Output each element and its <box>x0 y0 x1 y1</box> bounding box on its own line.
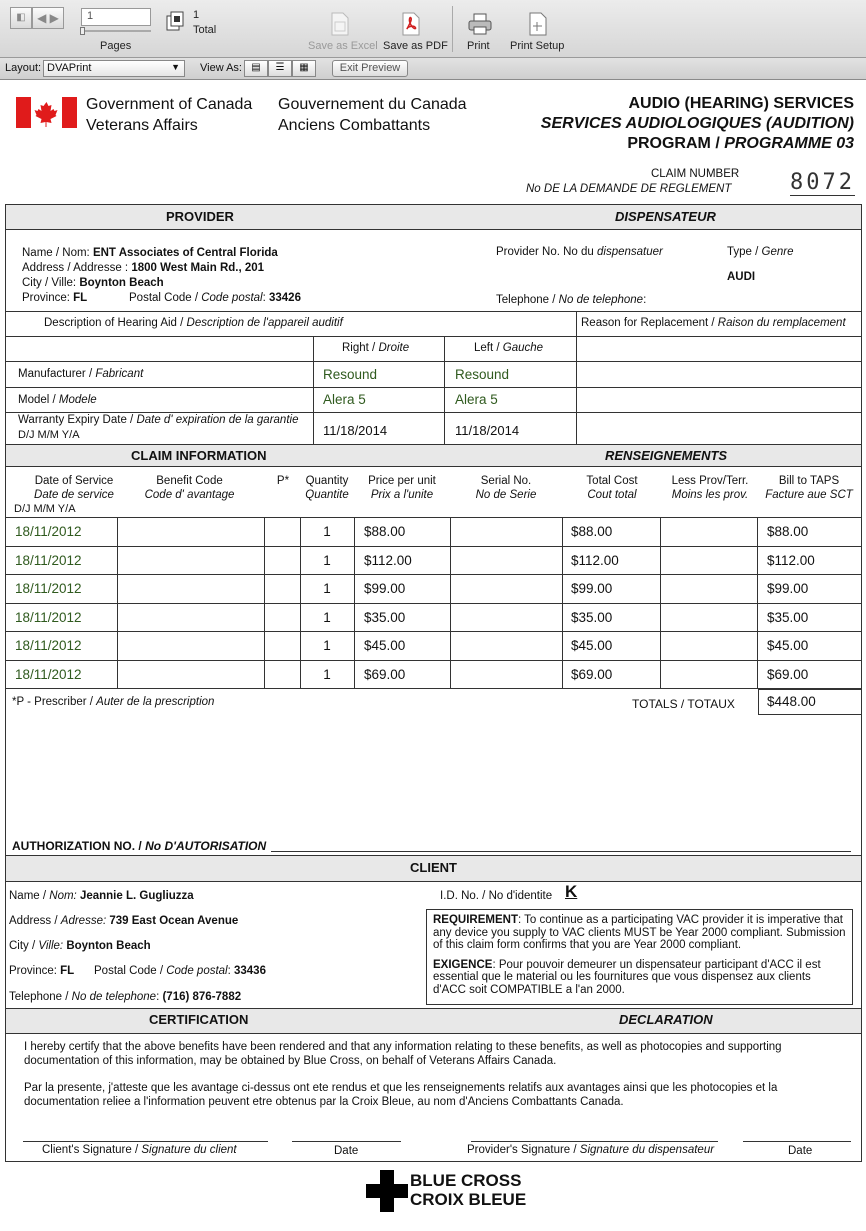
column-header <box>14 474 134 516</box>
provider-province-value: FL <box>73 292 88 304</box>
client-signature-line[interactable] <box>23 1141 268 1142</box>
left-model: Alera 5 <box>455 392 498 407</box>
column-header <box>562 474 662 502</box>
form-title-en: AUDIO (HEARING) SERVICES <box>628 95 854 112</box>
page-total: 1 <box>193 9 200 21</box>
layout-select[interactable] <box>43 60 185 77</box>
column-header-line: P* <box>276 475 290 487</box>
column-header-line: Quantity <box>305 475 349 487</box>
view-table-icon[interactable]: ▦ <box>292 60 316 77</box>
type-en: Type / <box>727 246 762 258</box>
line <box>6 361 861 362</box>
view-form-icon[interactable]: ▤ <box>244 60 268 77</box>
claim-number-label-en: CLAIM NUMBER <box>651 168 740 180</box>
client-sig-fr: Signature du client <box>141 1144 237 1156</box>
pages-label: Pages <box>100 40 132 52</box>
authorization-line <box>271 851 851 852</box>
aid-desc-en: Description of Hearing Aid / <box>44 317 187 329</box>
column-header-line: Total Cost <box>586 475 638 487</box>
gov-en-line1: Government of Canada <box>86 96 253 113</box>
client-city-value: Boynton Beach <box>66 940 151 952</box>
provider-header <box>6 205 861 230</box>
left-en: Left / <box>474 342 503 354</box>
table-line <box>450 517 451 688</box>
claim-number-label-fr: No DE LA DEMANDE DE REGLEMENT <box>526 183 732 195</box>
client-tel-value: (716) 876-7882 <box>162 991 242 1003</box>
client-date-line[interactable] <box>292 1141 401 1142</box>
table-cell: $69.00 <box>767 666 809 682</box>
column-header-line: Moins les prov. <box>671 489 749 501</box>
column-header <box>450 474 562 502</box>
claim-title-fr: RENSEIGNEMENTS <box>605 448 728 463</box>
client-id-label: I.D. No. / No d'identite <box>440 890 553 902</box>
table-cell: 18/11/2012 <box>15 666 82 682</box>
table-cell: 18/11/2012 <box>15 581 82 596</box>
table-line <box>6 631 861 632</box>
prescriber-note-fr: Auter de la prescription <box>96 696 215 708</box>
excel-icon[interactable] <box>330 12 350 36</box>
table-cell: 1 <box>323 524 331 539</box>
program-fr: PROGRAMME 03 <box>724 135 854 152</box>
column-header <box>660 474 760 502</box>
certification-text-fr: Par la presente, j'atteste que les avantage ci-dessus ont ete rendus et que les renseignements relatifs aux avantages ainsi que les photocopies et la documentation reliee a l'information peuvent etre obtenus par la Croix Bleue, au nom d'Anciens Combattants Canada. <box>24 1082 778 1108</box>
right-en: Right / <box>342 342 379 354</box>
table-cell: $45.00 <box>767 638 809 653</box>
table-cell: 18/11/2012 <box>15 609 82 625</box>
provider-city-value: Boynton Beach <box>79 277 164 289</box>
table-line <box>6 546 861 547</box>
client-tel-label-fr: No de telephone <box>71 991 157 1003</box>
provider-number-label <box>496 246 663 258</box>
warr-en: Warranty Expiry Date / <box>18 414 137 426</box>
table-cell: 1 <box>323 638 331 653</box>
client-postal-value: 33436 <box>234 965 266 977</box>
provno-en: Provider No. No du <box>496 246 597 258</box>
table-cell: $88.00 <box>364 524 406 539</box>
table-line <box>757 517 758 688</box>
layout-bar <box>0 58 866 80</box>
form-title <box>541 94 854 154</box>
line <box>6 412 861 413</box>
reason-en: Reason for Replacement / <box>581 317 718 329</box>
table-cell: 1 <box>323 609 331 625</box>
column-header-line: Quantite <box>305 489 349 501</box>
toolbar-divider <box>452 6 453 52</box>
line <box>6 387 861 388</box>
client-name-label-fr: Nom: <box>49 890 80 902</box>
column-header-line: Cout total <box>587 489 637 501</box>
print-setup-icon[interactable] <box>528 12 548 36</box>
client-title: CLIENT <box>410 860 457 875</box>
provider-title-fr: DISPENSATEUR <box>615 209 716 224</box>
column-header-line: Date of Service <box>34 475 114 487</box>
provider-postal-label-fr: Code postal <box>201 292 263 304</box>
table-cell: 1 <box>323 581 331 596</box>
column-header <box>300 474 354 502</box>
chevron-down-icon: ▼ <box>171 62 180 72</box>
certification-text-en: I hereby certify that the above benefits have been rendered and that any information relating to these benefits, as well as photocopies and supporting documentation of this information, may be obtained by Blue Cross, on behalf of Veterans Affairs Canada. <box>24 1041 782 1067</box>
client-name-label: Name / <box>9 890 50 902</box>
column-header <box>117 474 262 502</box>
table-cell: $69.00 <box>571 666 613 682</box>
warranty-label <box>18 414 298 426</box>
blue-cross-fr: CROIX BLEUE <box>410 1190 527 1209</box>
left-fr: Gauche <box>502 342 544 354</box>
table-line <box>660 517 661 688</box>
column-header-line: Price per unit <box>368 475 436 487</box>
column-header-line: Serial No. <box>480 475 532 487</box>
column-header-line: Date de service <box>34 489 114 501</box>
layout-select-value: DVAPrint <box>47 62 92 74</box>
column-header-line: No de Serie <box>475 489 537 501</box>
table-line <box>562 517 563 688</box>
client-signature-label <box>42 1144 237 1156</box>
provider-address-label: Address / Addresse : <box>22 262 132 274</box>
client-city-label: City / <box>9 940 39 952</box>
table-line <box>354 517 355 688</box>
column-header <box>757 474 861 502</box>
provider-type-value: AUDI <box>727 271 756 283</box>
table-cell: $35.00 <box>571 609 613 625</box>
manuf-en: Manufacturer / <box>18 368 96 380</box>
pdf-icon[interactable] <box>401 12 421 36</box>
provno-fr: dispensatuer <box>597 246 663 258</box>
column-header <box>354 474 450 502</box>
table-cell: 1 <box>323 666 331 682</box>
table-cell: 18/11/2012 <box>15 638 82 653</box>
client-id-value: K <box>565 882 578 901</box>
model-en: Model / <box>18 394 59 406</box>
prescriber-note-en: *P - Prescriber / <box>12 696 97 708</box>
client-address-label: Address / <box>9 915 61 927</box>
warranty-date-format: D/J M/M Y/A <box>18 429 80 441</box>
provider-name <box>22 247 278 259</box>
column-header-line: Code d' avantage <box>144 489 235 501</box>
right-manufacturer: Resound <box>323 367 378 382</box>
provider-name-value: ENT Associates of Central Florida <box>92 247 278 259</box>
save-pdf-button[interactable]: Save as PDF <box>383 40 448 52</box>
provider-name-label: Name / Nom: <box>22 247 93 259</box>
claim-number: 8072 <box>790 170 855 195</box>
client-date-label: Date <box>334 1145 359 1157</box>
toolbar <box>0 0 866 58</box>
view-as-label: View As: <box>200 62 242 74</box>
total-label: Total <box>193 24 217 36</box>
type-fr: Genre <box>761 246 794 258</box>
provider-province-label: Province: <box>22 292 74 304</box>
program-en: PROGRAM / <box>627 135 725 152</box>
column-header-line: Benefit Code <box>156 475 223 487</box>
blue-cross-text <box>410 1171 526 1209</box>
table-cell: $99.00 <box>767 581 809 596</box>
provider-address-value: 1800 West Main Rd., 201 <box>131 262 265 274</box>
right-model: Alera 5 <box>323 392 366 407</box>
provider-title-en: PROVIDER <box>166 209 234 224</box>
table-cell: 18/11/2012 <box>15 552 82 568</box>
table-line <box>117 517 118 688</box>
provider-postal-label: Postal Code / <box>129 292 202 304</box>
table-cell: $88.00 <box>571 524 613 539</box>
table-cell: $45.00 <box>364 638 406 653</box>
aid-description-label <box>44 317 343 329</box>
provider-postal: Postal Code / Code postal: 33426 <box>129 292 301 304</box>
exit-preview-button[interactable]: Exit Preview <box>332 60 408 77</box>
table-cell: $112.00 <box>571 552 619 568</box>
line <box>444 336 445 444</box>
authorization-label <box>12 839 266 853</box>
page-number-input[interactable]: 1 <box>81 8 151 26</box>
client-address-label-fr: Adresse: <box>60 915 110 927</box>
provider-city <box>22 277 164 289</box>
aid-desc-fr: Description de l'appareil auditif <box>186 317 343 329</box>
gov-en-line2: Veterans Affairs <box>86 117 198 134</box>
exigence-heading: EXIGENCE <box>433 958 493 971</box>
provider-date-label: Date <box>788 1145 813 1157</box>
table-cell: $45.00 <box>571 638 613 653</box>
client-telephone: Telephone / No de telephone: (716) 876-7882 <box>9 991 242 1003</box>
table-line <box>300 517 301 688</box>
book-nav-icon[interactable]: ◧ <box>10 7 32 29</box>
warr-fr: Date d' expiration de la garantie <box>136 414 299 426</box>
gov-fr-line2: Anciens Combattants <box>278 117 431 134</box>
client-province <box>9 965 74 977</box>
requirement-text <box>433 914 846 952</box>
provider-signature-line[interactable] <box>471 1141 718 1142</box>
total-amount: $448.00 <box>758 689 862 715</box>
canada-flag-icon <box>16 97 77 128</box>
table-line <box>6 574 861 575</box>
line <box>313 336 314 444</box>
table-line <box>6 603 861 604</box>
client-address <box>9 915 238 927</box>
gov-fr <box>278 94 467 136</box>
column-header-line: Less Prov/Terr. <box>671 475 749 487</box>
program-line <box>541 134 854 154</box>
column-header-line: D/J M/M Y/A <box>14 503 76 515</box>
column-header <box>268 474 298 488</box>
client-postal: Postal Code / Code postal: 33436 <box>94 965 266 977</box>
exigence-text <box>433 959 846 997</box>
prov-sig-fr: Signature du dispensateur <box>579 1144 715 1156</box>
printer-icon[interactable] <box>468 13 492 37</box>
table-cell: $88.00 <box>767 524 809 539</box>
table-cell: $35.00 <box>364 609 406 625</box>
table-cell: $99.00 <box>364 581 406 596</box>
model-label <box>18 394 97 406</box>
claim-title-en: CLAIM INFORMATION <box>131 448 267 463</box>
provider-city-label: City / Ville: <box>22 277 80 289</box>
cert-title-en: CERTIFICATION <box>149 1012 249 1027</box>
prescriber-note <box>12 696 214 708</box>
table-line <box>6 688 861 689</box>
client-city <box>9 940 151 952</box>
pages-stack-icon <box>165 10 187 32</box>
left-warranty: 11/18/2014 <box>455 423 520 438</box>
provider-type-label <box>727 246 794 258</box>
view-list-icon[interactable]: ☰ <box>268 60 292 77</box>
table-cell: 1 <box>323 552 331 568</box>
reason-fr: Raison du remplacement <box>717 317 846 329</box>
page-slider[interactable] <box>81 30 151 32</box>
requirement-body: : To continue as a participating VAC provider it is imperative that any device you supply to VAC clients MUST be Year 2000 compliant. Submission of this claim form confirms that you are Year 2000 compliant. <box>433 914 846 951</box>
slider-thumb[interactable] <box>80 27 85 35</box>
gov-fr-line1: Gouvernement du Canada <box>278 96 467 113</box>
provider-address <box>22 262 264 274</box>
table-cell: 18/11/2012 <box>15 524 82 539</box>
line <box>6 336 861 337</box>
column-header-line: Bill to TAPS <box>778 475 840 487</box>
save-excel-button[interactable]: Save as Excel <box>308 40 378 52</box>
client-name <box>9 890 194 902</box>
requirement-box <box>426 909 853 1005</box>
form-title-fr: SERVICES AUDIOLOGIQUES (AUDITION) <box>540 115 854 132</box>
certification-header <box>6 1008 861 1034</box>
client-tel-label: Telephone / <box>9 991 72 1003</box>
prov-sig-en: Provider's Signature / <box>467 1144 580 1156</box>
line <box>576 311 577 444</box>
client-sig-en: Client's Signature / <box>42 1144 142 1156</box>
client-province-label: Province: <box>9 965 61 977</box>
client-name-value: Jeannie L. Gugliuzza <box>79 890 194 902</box>
provider-signature-label <box>467 1144 714 1156</box>
provider-date-line[interactable] <box>743 1141 851 1142</box>
manuf-fr: Fabricant <box>95 368 144 380</box>
auth-fr: No D'AUTORISATION <box>145 839 267 853</box>
table-cell: $112.00 <box>364 552 412 568</box>
table-line <box>264 517 265 688</box>
layout-label: Layout: <box>5 62 42 74</box>
right-header <box>342 342 409 354</box>
replacement-reason-label <box>581 317 846 329</box>
manufacturer-label <box>18 368 143 380</box>
blue-cross-icon <box>366 1170 408 1212</box>
column-header-line: Prix a l'unite <box>370 489 434 501</box>
client-address-value: 739 East Ocean Avenue <box>109 915 239 927</box>
table-cell: $99.00 <box>571 581 613 596</box>
tel-en: Telephone / <box>496 294 559 306</box>
provider-postal-value: 33426 <box>269 292 301 304</box>
table-cell: $69.00 <box>364 666 406 682</box>
cert-title-fr: DECLARATION <box>619 1012 713 1027</box>
prev-next-page-button[interactable]: ◀ ▶ <box>32 7 64 29</box>
model-fr: Modele <box>58 394 97 406</box>
provider-province <box>22 292 87 304</box>
tel-fr: No de telephone <box>558 294 644 306</box>
print-setup-button[interactable]: Print Setup <box>510 40 565 52</box>
totals-label: TOTALS / TOTAUX <box>632 697 735 711</box>
client-city-label-fr: Ville: <box>38 940 67 952</box>
gov-en <box>86 94 252 136</box>
print-button[interactable]: Print <box>467 40 490 52</box>
client-province-value: FL <box>60 965 75 977</box>
column-header-line: Facture aue SCT <box>765 489 853 501</box>
line <box>6 311 861 312</box>
provider-telephone-label: Telephone / No de telephone: <box>496 294 647 306</box>
blue-cross-en: BLUE CROSS <box>410 1171 522 1190</box>
client-postal-label-fr: Code postal <box>166 965 228 977</box>
right-warranty: 11/18/2014 <box>323 423 388 438</box>
requirement-heading: REQUIREMENT <box>433 914 518 926</box>
left-header <box>474 342 543 354</box>
table-line <box>6 660 861 661</box>
left-manufacturer: Resound <box>455 367 510 382</box>
client-postal-label: Postal Code / <box>94 965 167 977</box>
right-fr: Droite <box>378 342 410 354</box>
table-cell: $112.00 <box>767 552 815 568</box>
exigence-body: : Pour pouvoir demeurer un dispensateur participant d'ACC il est essential que le material ou les fournitures que vous dispensez aux clients d'ACC soit COMPATIBLE a l'an 2000. <box>433 958 821 996</box>
table-line <box>6 517 861 518</box>
auth-en: AUTHORIZATION NO. / <box>12 839 146 853</box>
table-cell: $35.00 <box>767 609 809 625</box>
